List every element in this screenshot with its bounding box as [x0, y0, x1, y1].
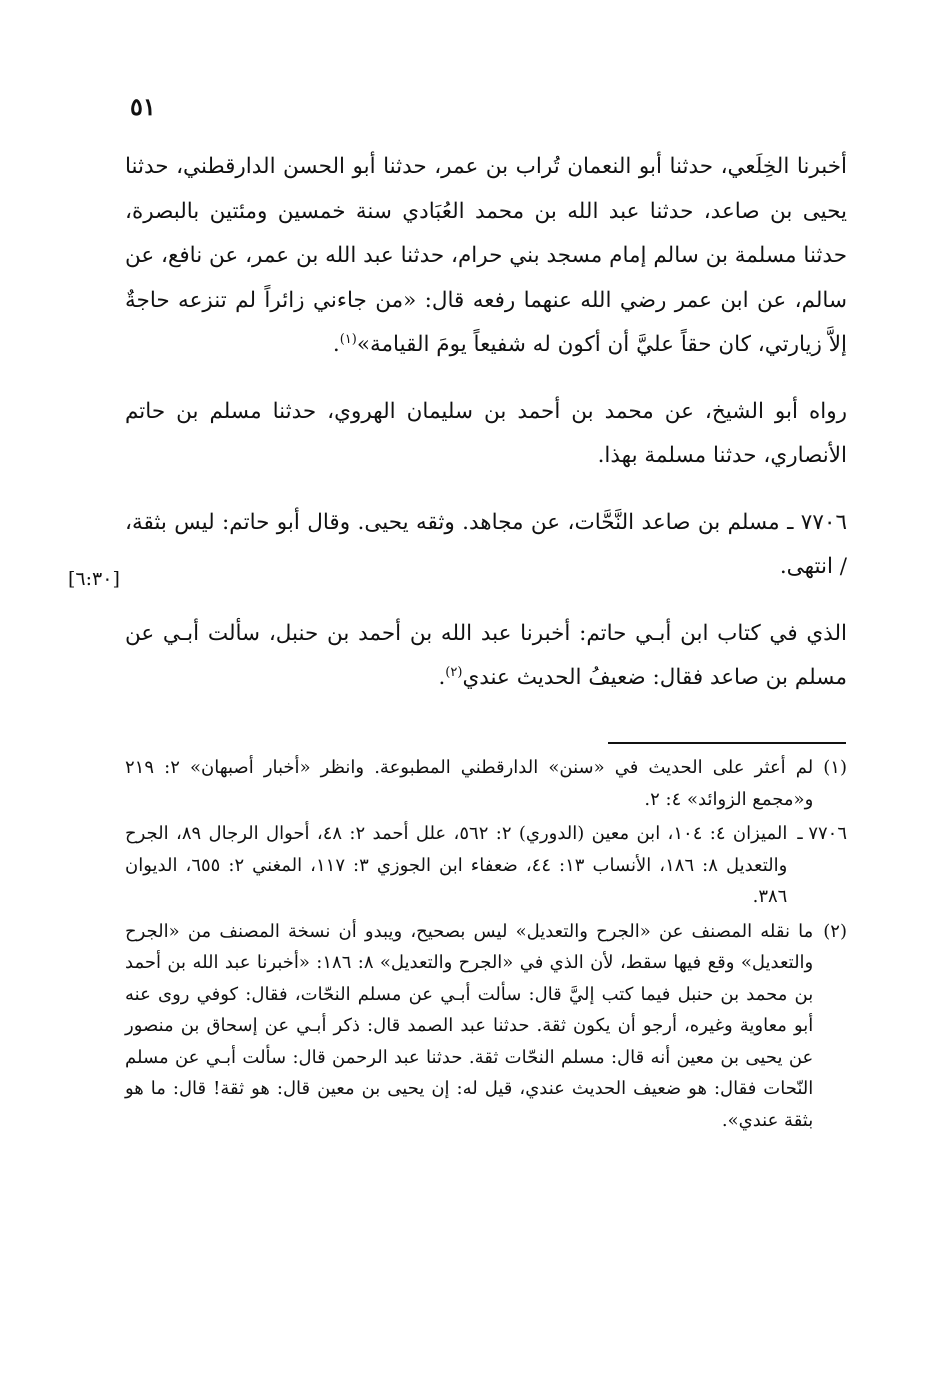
footnote-label: ٧٧٠٦ ـ: [797, 823, 847, 844]
footnote-ref-2: (٢): [445, 664, 463, 680]
footnote-label: (٢): [823, 920, 847, 942]
paragraph-entry-7706: ٧٧٠٦ ـ مسلم بن صاعد النَّحَّات، عن مجاهد. وثقه يحيى. وقال أبو حاتم: ليس بثقة، / انتهى.: [125, 509, 847, 579]
footnote-text: الميزان ٤: ١٠٤، ابن معين (الدوري) ٢: ٥٦٢، علل أحمد ٢: ٤٨، أحوال الرجال ٨٩، الجرح والتعديل ٨: ١٨٦، الأنساب ١٣: ٤٤، ضعفاء ابن الجوزي ٣: ١١٧، المغني ٢: ٦٥٥، الديوان ٣٨٦.: [125, 823, 788, 907]
paragraph-ibn-abi-hatim-end: .: [438, 665, 446, 690]
footnote-entry-7706: [125, 818, 847, 913]
footnote-label: (١): [823, 757, 847, 778]
page-number: ٥١: [130, 92, 156, 121]
footnote-2: [125, 916, 847, 1137]
paragraph-ibn-abi-hatim-text: الذي في كتاب ابن أبـي حاتم: أخبرنا عبد الله بن أحمد بن حنبل، سألت أبـي عن مسلم بن صاعد فقال: ضعيفُ الحديث عندي: [125, 620, 847, 690]
paragraph-hadith-text: أخبرنا الخِلَعي، حدثنا أبو النعمان تُراب بن عمر، حدثنا أبو الحسن الدارقطني، حدثنا يحيى بن صاعد، حدثنا عبد الله بن محمد العُبَادي سنة خمسين ومئتين بالبصرة، حدثنا مسلمة بن سالم إمام مسجد بني حرام، حدثنا عبد الله بن عمر، عن نافع، عن سالم، عن ابن عمر رضي الله عنهما رفعه قال: «من جاءني زائراً لم تنزعه حاجةٌ إلاَّ زيارتي، كان حقاً عليَّ أن أكون له شفيعاً يومَ القيامة»: [124, 154, 847, 357]
paragraph-hadith: [125, 145, 847, 368]
footnote-1: [125, 752, 847, 815]
footnote-divider: [608, 742, 846, 744]
footnote-ref-1: (١): [339, 331, 357, 347]
footnotes: [125, 752, 847, 1139]
footnote-text: لم أعثر على الحديث في «سنن» الدارقطني المطبوعة. وانظر «أخبار أصبهان» ٢: ٢١٩ و«مجمع الزوائد» ٤: ٢.: [125, 757, 814, 810]
main-text: [125, 145, 847, 723]
paragraph-ibn-abi-hatim: [125, 612, 847, 701]
footnote-text: ما نقله المصنف عن «الجرح والتعديل» ليس بصحيح، ويبدو أن نسخة المصنف من «الجرح والتعديل» وقع فيها سقط، لأن الذي في «الجرح والتعديل» ٨: ١٨٦: «أخبرنا عبد الله بن أحمد بن محمد بن حنبل فيما كتب إليَّ قال: سألت أبـي عن مسلم النحّات، فقال: كوفي روى عنه أبو معاوية وغيره، أرجو أن يكون ثقة. حدثنا عبد الصمد قال: ذكر أبـي عن إسحاق بن منصور عن يحيى بن معين أنه قال: مسلم النحّات ثقة. حدثنا عبد الرحمن قال: سألت أبـي عن مسلم النّحات فقال: هو ضعيف الحديث عندي، قيل له: إن يحيى بن معين قال: هو ثقة! قال: ما هو بثقة عندي».: [125, 920, 814, 1131]
volume-page-reference: [٦:٣٠]: [68, 568, 120, 590]
paragraph-hadith-end: .: [332, 332, 340, 357]
paragraph-riwaya: رواه أبو الشيخ، عن محمد بن أحمد بن سليمان الهروي، حدثنا مسلم بن حاتم الأنصاري، حدثنا مسلمة بهذا.: [125, 398, 847, 468]
